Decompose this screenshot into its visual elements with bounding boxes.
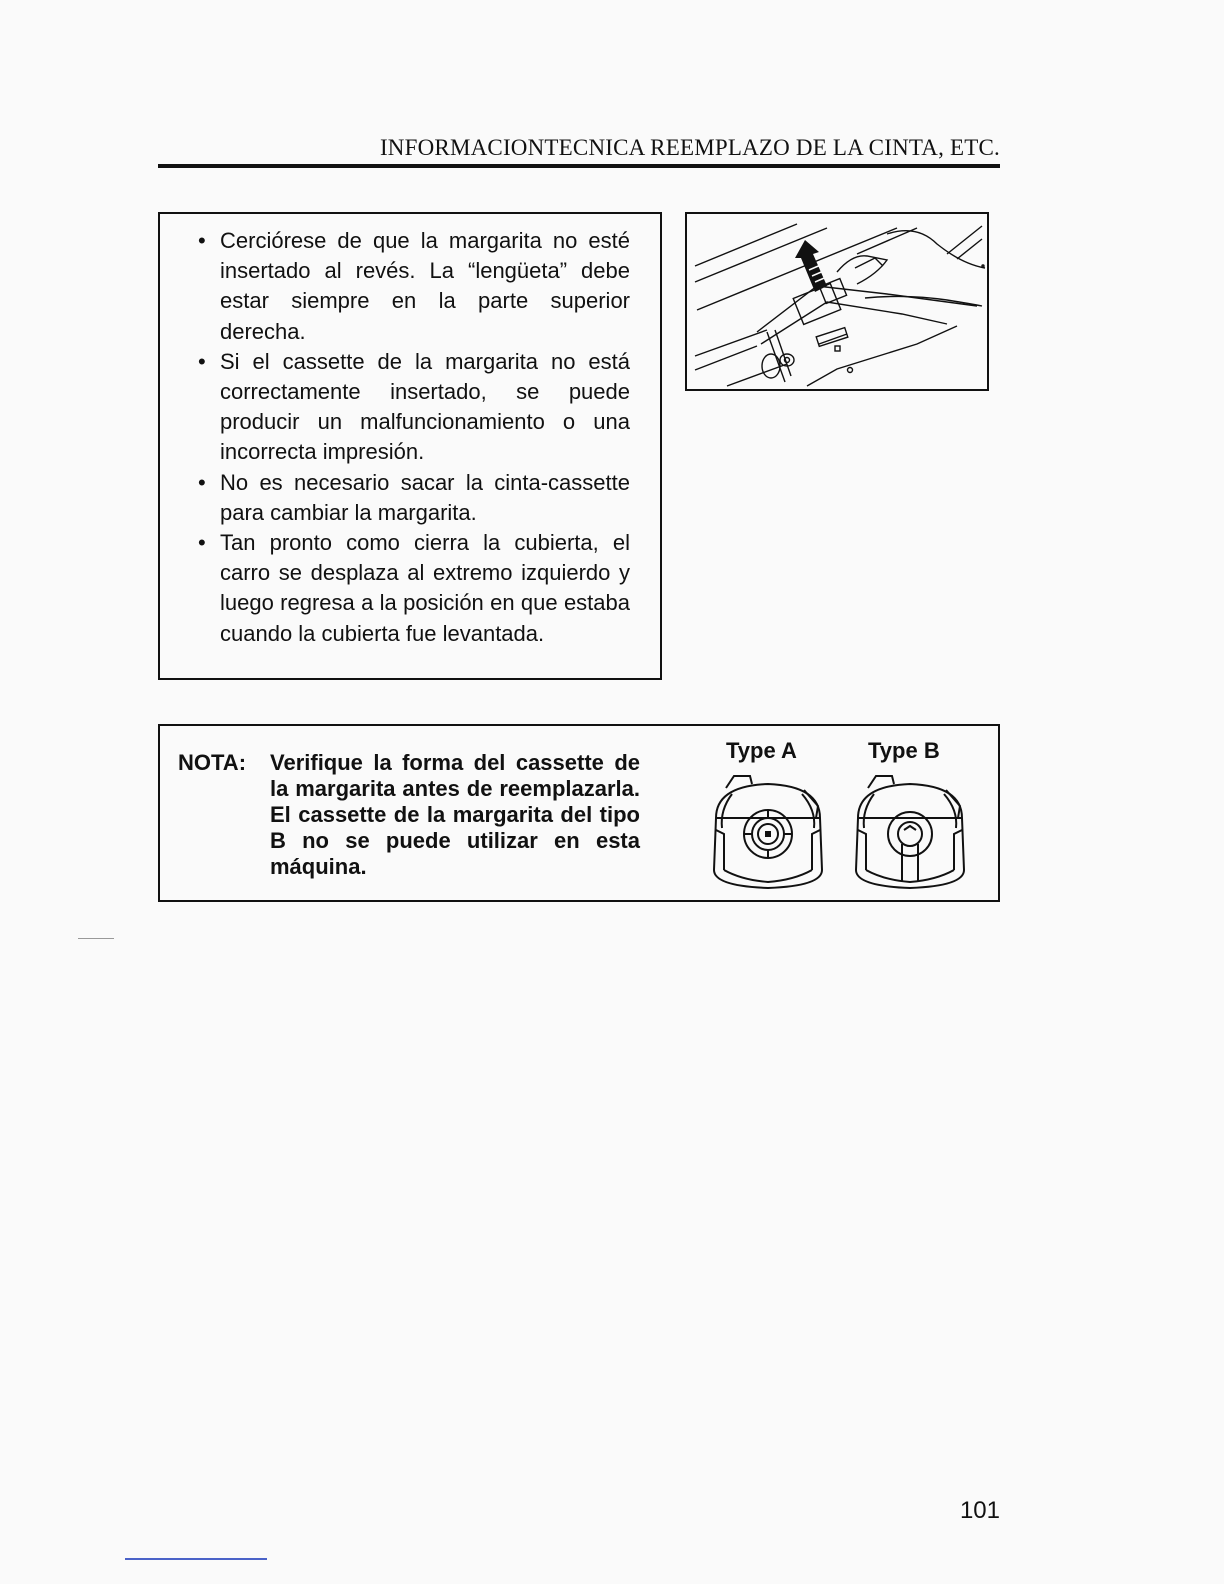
type-a-cassette-icon <box>712 774 824 894</box>
note-item: • No es necesario sacar la cinta-cassette para cambiar la margarita. <box>196 468 630 528</box>
nota-box <box>158 724 1000 902</box>
page-number: 101 <box>959 1497 1000 1524</box>
header-rule <box>158 164 1000 168</box>
note-item: • Si el cassette de la margarita no está correctamente insertado, se puede producir un malfuncionamiento o una incorrecta impresión. <box>196 347 630 468</box>
bottom-edge-mark <box>125 1558 267 1560</box>
nota-label: NOTA: <box>178 750 247 775</box>
printer-carriage-drawing <box>687 214 987 389</box>
margin-mark <box>78 938 114 939</box>
insertion-arrow-icon <box>795 240 827 292</box>
daisywheel-insertion-illustration <box>685 212 989 391</box>
type-b-cassette-icon <box>854 774 966 894</box>
note-item: • Tan pronto como cierra la cubierta, el carro se desplaza al extremo izquierdo y luego regresa a la posición en que estaba cuando la cubierta fue levantada. <box>196 528 630 649</box>
page-header: INFORMACIONTECNICA REEMPLAZO DE LA CINTA, ETC. <box>379 135 1000 160</box>
type-a-label: Type A <box>726 738 797 763</box>
nota-text: Verifique la forma del cassette de la margarita antes de reemplazarla. El cassette de la margarita del tipo B no se puede utilizar en esta máquina. <box>270 750 640 879</box>
note-item: • Cerciórese de que la margarita no esté insertado al revés. La “lengüeta” debe estar siempre en la parte superior derecha. <box>196 226 630 347</box>
type-b-label: Type B <box>868 738 940 763</box>
notes-list <box>160 214 660 649</box>
notes-box <box>158 212 662 680</box>
